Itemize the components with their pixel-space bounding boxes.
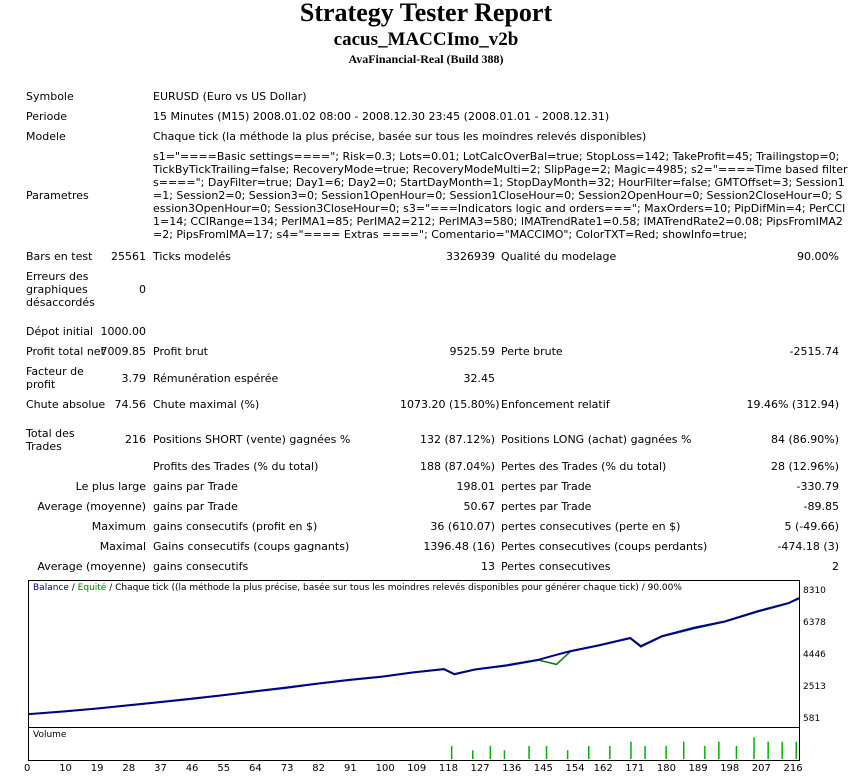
y-tick-label: 8310 <box>803 586 826 596</box>
x-tick-label: 100 <box>375 763 395 774</box>
average-gain-label: gains par Trade <box>153 500 238 513</box>
abs-drawdown-label: Chute absolue <box>26 398 106 411</box>
max-drawdown-label: Chute maximal (%) <box>153 398 260 411</box>
equity-legend: Equité <box>77 583 107 593</box>
model-value: Chaque tick (la méthode la plus précise, basée sur tous les moindres relevés disponibles) <box>153 130 647 143</box>
payoff-label: Rémunération espérée <box>153 372 279 385</box>
x-tick-label: 37 <box>154 763 167 774</box>
abs-drawdown-value: 74.56 <box>114 398 146 411</box>
loss-trades-label: Pertes des Trades (% du total) <box>501 460 667 473</box>
volume-bar <box>683 742 685 759</box>
bars-value: 25561 <box>111 250 146 263</box>
x-tick-label: 19 <box>90 763 104 774</box>
volume-bar <box>665 746 667 759</box>
maximal-loss-label: Pertes consecutives (coups perdants) <box>501 540 708 553</box>
volume-bar <box>451 746 453 759</box>
volume-label: Volume <box>33 730 67 740</box>
broker-build: AvaFinancial-Real (Build 388) <box>348 52 504 66</box>
x-tick-label: 189 <box>688 763 708 774</box>
balance-plot <box>29 581 799 727</box>
gross-loss-value: -2515.74 <box>789 345 839 358</box>
expert-name: cacus_MACCImo_v2b <box>333 29 519 50</box>
average-label: Average (moyenne) <box>37 500 146 513</box>
short-positions-value: 132 (87.12%) <box>419 433 495 446</box>
profit-factor-label-2: profit <box>26 378 56 391</box>
quality-label: Qualité du modelage <box>501 250 617 263</box>
volume-bar <box>736 746 738 759</box>
volume-bar <box>609 746 611 759</box>
params-label: Parametres <box>26 189 89 202</box>
volume-bar <box>567 750 569 759</box>
rel-drawdown-value: 19.46% (312.94) <box>746 398 839 411</box>
x-tick-label: 82 <box>312 763 326 774</box>
symbol-value: EURUSD (Euro vs US Dollar) <box>153 90 307 103</box>
symbol-label: Symbole <box>26 90 74 103</box>
ticks-label: Ticks modelés <box>153 250 231 263</box>
gross-loss-label: Perte brute <box>501 345 563 358</box>
x-tick-label: 46 <box>185 763 199 774</box>
errors-value: 0 <box>139 283 146 296</box>
largest-gain-label: gains par Trade <box>153 480 238 493</box>
period-value: 15 Minutes (M15) 2008.01.02 08:00 - 2008.12.30 23:45 (2008.01.01 - 2008.12.31) <box>153 110 610 123</box>
average-gain-value: 50.67 <box>463 500 495 513</box>
deposit-label: Dépot initial <box>26 325 94 338</box>
max-consecutive-loss-label: pertes consecutives (perte en $) <box>501 520 681 533</box>
x-tick-label: 207 <box>751 763 771 774</box>
volume-bar <box>472 750 474 759</box>
x-tick-label: 145 <box>533 763 553 774</box>
average-loss-label: pertes par Trade <box>501 500 592 513</box>
rel-drawdown-label: Enfoncement relatif <box>501 398 610 411</box>
x-tick-label: 0 <box>24 763 31 774</box>
avg-consecutive-loss-value: 2 <box>832 560 839 573</box>
y-tick-label: 2513 <box>803 682 826 692</box>
volume-bar <box>796 742 798 759</box>
y-tick-label: 6378 <box>803 618 826 628</box>
gross-profit-value: 9525.59 <box>449 345 495 358</box>
volume-bar <box>704 746 706 759</box>
volume-bar <box>504 750 506 759</box>
volume-bar <box>588 746 590 759</box>
net-profit-value: 7009.85 <box>100 345 146 358</box>
x-tick-label: 136 <box>502 763 522 774</box>
x-tick-label: 28 <box>122 763 136 774</box>
report-title: Strategy Tester Report <box>299 0 553 27</box>
payoff-value: 32.45 <box>463 372 495 385</box>
volume-bar <box>528 746 530 759</box>
x-tick-label: 162 <box>593 763 613 774</box>
errors-label-3: désaccordés <box>26 296 95 309</box>
y-tick-label: 4446 <box>803 650 826 660</box>
balance-line <box>29 598 799 714</box>
maximal-gain-label: Gains consecutifs (coups gagnants) <box>153 540 350 553</box>
volume-bar <box>644 746 646 759</box>
avg-consecutive-gain-label: gains consecutifs <box>153 560 249 573</box>
params-value: s1="====Basic settings===="; Risk=0.3; Lots=0.01; LotCalcOverBal=true; StopLoss=142; TakeProfit=45; Trailingstop=0; TickByTickTrailing=false; RecoveryMode=true; RecoveryModeMulti=2; SlipPage=2; Magic=4985; s2="====Time based filters===="; DayFilter=true; Day1=6; Day2=0; StartDayMonth=1; StopDayMonth=32; HourFilter=false; GMTOffset=3; Session1=1; Session2=0; Session3=0; Session1OpenHour=0; Session1CloseHour=0; Session2OpenHour=0; Session2CloseHour=0; Session3OpenHour=0; Session3CloseHour=0; s3="===Indicators logic and orders==="; MaxOrders=10; PipDifMin=4; PerCCI1=14; CCIRange=134; PerIMA1=85; PerIMA2=212; PerIMA3=580; IMATrendRate1=0.58; IMATrendRate2=0.08; PipsFromIMA2=2; PipsFromIMA=17; s4="==== Extras ===="; Comentario="MACCIMO"; ColorTXT=Red; showInfo=true; <box>153 150 848 241</box>
largest-gain-value: 198.01 <box>456 480 495 493</box>
deposit-value: 1000.00 <box>100 325 146 338</box>
model-caption: Chaque tick ((la méthode la plus précise, basée sur tous les moindres relevés disponibles pour générer chaque tick) / 90.00% <box>115 583 682 593</box>
max-consecutive-gain-value: 36 (610.07) <box>430 520 495 533</box>
quality-value: 90.00% <box>797 250 839 263</box>
x-tick-label: 180 <box>656 763 676 774</box>
x-tick-label: 64 <box>249 763 262 774</box>
period-label: Periode <box>26 110 68 123</box>
largest-loss-label: pertes par Trade <box>501 480 592 493</box>
model-label: Modele <box>26 130 66 143</box>
equity-line <box>29 599 799 714</box>
volume-bar <box>490 746 492 759</box>
profit-factor-label-1: Facteur de <box>26 365 84 378</box>
volume-bar <box>718 742 720 759</box>
x-tick-label: 154 <box>565 763 585 774</box>
x-tick-label: 216 <box>783 763 803 774</box>
long-positions-value: 84 (86.90%) <box>770 433 839 446</box>
profit-factor-value: 3.79 <box>121 372 146 385</box>
x-tick-label: 109 <box>407 763 427 774</box>
x-tick-label: 127 <box>470 763 490 774</box>
x-tick-label: 10 <box>59 763 72 774</box>
largest-loss-value: -330.79 <box>796 480 839 493</box>
net-profit-label: Profit total net <box>26 345 105 358</box>
maximal-loss-value: -474.18 (3) <box>777 540 839 553</box>
errors-label-1: Erreurs des <box>26 270 89 283</box>
volume-bar <box>781 742 783 759</box>
total-trades-label-2: Trades <box>26 440 62 453</box>
x-tick-label: 73 <box>280 763 294 774</box>
largest-label: Le plus large <box>75 480 146 493</box>
avg-consecutive-gain-value: 13 <box>481 560 495 573</box>
ticks-value: 3326939 <box>446 250 495 263</box>
gross-profit-label: Profit brut <box>153 345 208 358</box>
total-trades-label-1: Total des <box>26 427 75 440</box>
x-tick-label: 55 <box>217 763 231 774</box>
profit-trades-label: Profits des Trades (% du total) <box>153 460 319 473</box>
average-consecutive-label: Average (moyenne) <box>37 560 146 573</box>
short-positions-label: Positions SHORT (vente) gagnées % <box>153 433 351 446</box>
balance-legend: Balance <box>33 583 69 593</box>
volume-chart <box>28 727 800 761</box>
avg-consecutive-loss-label: Pertes consecutives <box>501 560 611 573</box>
max-consecutive-gain-label: gains consecutifs (profit en $) <box>153 520 318 533</box>
max-consecutive-loss-value: 5 (-49.66) <box>784 520 839 533</box>
x-tick-label: 171 <box>625 763 645 774</box>
x-tick-label: 91 <box>344 763 357 774</box>
x-tick-label: 198 <box>720 763 740 774</box>
bars-label: Bars en test <box>26 250 93 263</box>
volume-plot <box>29 728 799 760</box>
maximal-label: Maximal <box>99 540 146 553</box>
errors-label-2: graphiques <box>26 283 88 296</box>
x-tick-label: 118 <box>438 763 458 774</box>
profit-trades-value: 188 (87.04%) <box>419 460 495 473</box>
long-positions-label: Positions LONG (achat) gagnées % <box>501 433 692 446</box>
legend-separator: / <box>68 583 78 593</box>
balance-chart <box>28 580 800 728</box>
maximum-label: Maximum <box>91 520 146 533</box>
volume-bar <box>630 742 632 759</box>
average-loss-value: -89.85 <box>803 500 839 513</box>
y-tick-label: 581 <box>803 714 821 724</box>
loss-trades-value: 28 (12.96%) <box>770 460 839 473</box>
volume-bar <box>546 746 548 759</box>
maximal-gain-value: 1396.48 (16) <box>423 540 495 553</box>
max-drawdown-value: 1073.20 (15.80%) <box>400 398 500 411</box>
total-trades-value: 216 <box>125 433 146 446</box>
legend-separator: / <box>106 583 116 593</box>
volume-bar <box>753 737 755 759</box>
volume-bar <box>767 742 769 759</box>
